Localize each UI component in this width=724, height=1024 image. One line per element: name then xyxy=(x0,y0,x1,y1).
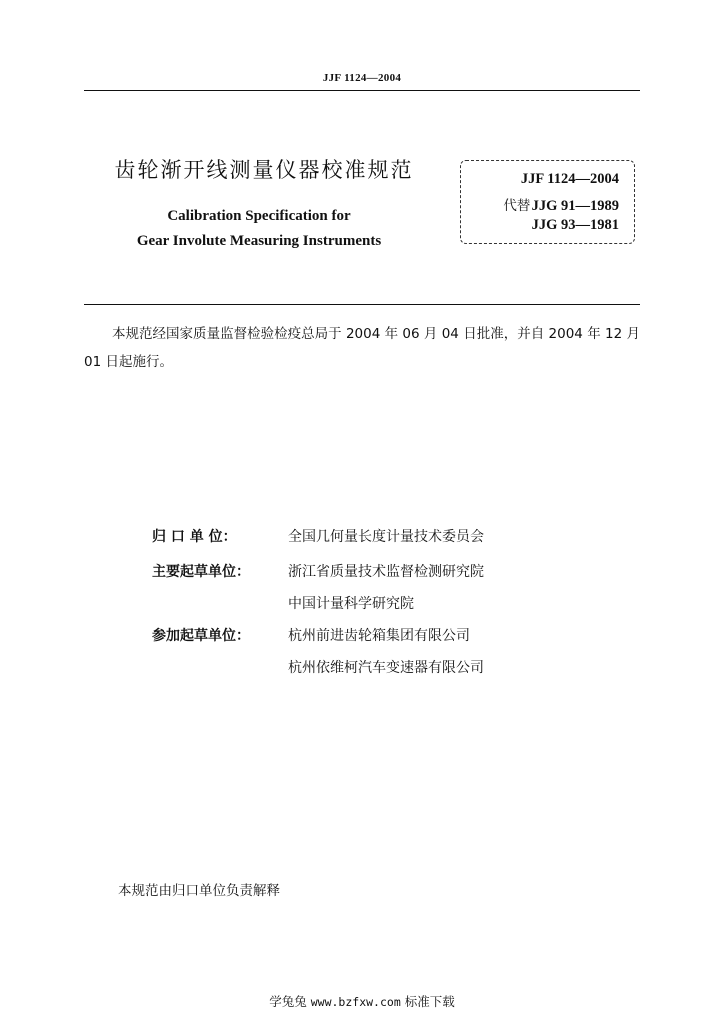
org-row-responsible xyxy=(0,526,724,552)
middle-divider xyxy=(84,304,640,305)
footer-suffix: 标准下载 xyxy=(404,994,455,1009)
org-value: 浙江省质量技术监督检测研究院 xyxy=(288,564,484,580)
approval-paragraph: 本规范经国家质量监督检验检疫总局于 2004 年 06 月 04 日批准，并自 2004 年 12 月 01 日起施行。 xyxy=(84,326,640,370)
footer-url[interactable]: www.bzfxw.com xyxy=(310,995,401,1009)
org-value: 杭州依维柯汽车变速器有限公司 xyxy=(288,660,484,676)
spec-code-box xyxy=(460,160,635,244)
org-label: 主要起草单位： xyxy=(152,564,250,580)
org-label: 参加起草单位： xyxy=(152,628,250,644)
title-chinese: 齿轮渐开线测量仪器校准规范 xyxy=(114,158,414,182)
title-english-line1: Calibration Specification for xyxy=(167,208,351,224)
replaced-code-1-value: JJG 91—1989 xyxy=(531,198,619,214)
replace-prefix: 代替 xyxy=(503,198,531,214)
org-row-main-drafter xyxy=(0,561,724,587)
top-divider xyxy=(84,90,640,91)
org-row-participating-drafter xyxy=(0,625,724,651)
org-row-main-drafter-2 xyxy=(0,593,724,619)
org-row-participating-drafter-2 xyxy=(0,657,724,683)
footer-prefix: 学兔兔 xyxy=(269,994,307,1009)
spec-code: JJF 1124—2004 xyxy=(520,171,619,187)
replaced-code-2: JJG 93—1981 xyxy=(531,217,619,233)
footer-watermark xyxy=(0,992,724,1010)
interpretation-note: 本规范由归口单位负责解释 xyxy=(118,883,280,899)
header-spec-code: JJF 1124—2004 xyxy=(322,72,402,84)
org-label: 归 口 单 位： xyxy=(152,529,237,545)
org-value: 中国计量科学研究院 xyxy=(288,596,414,612)
org-value: 杭州前进齿轮箱集团有限公司 xyxy=(288,628,470,644)
title-english-line2: Gear Involute Measuring Instruments xyxy=(136,233,382,249)
replaced-code-1 xyxy=(503,194,619,215)
org-value: 全国几何量长度计量技术委员会 xyxy=(288,529,484,545)
